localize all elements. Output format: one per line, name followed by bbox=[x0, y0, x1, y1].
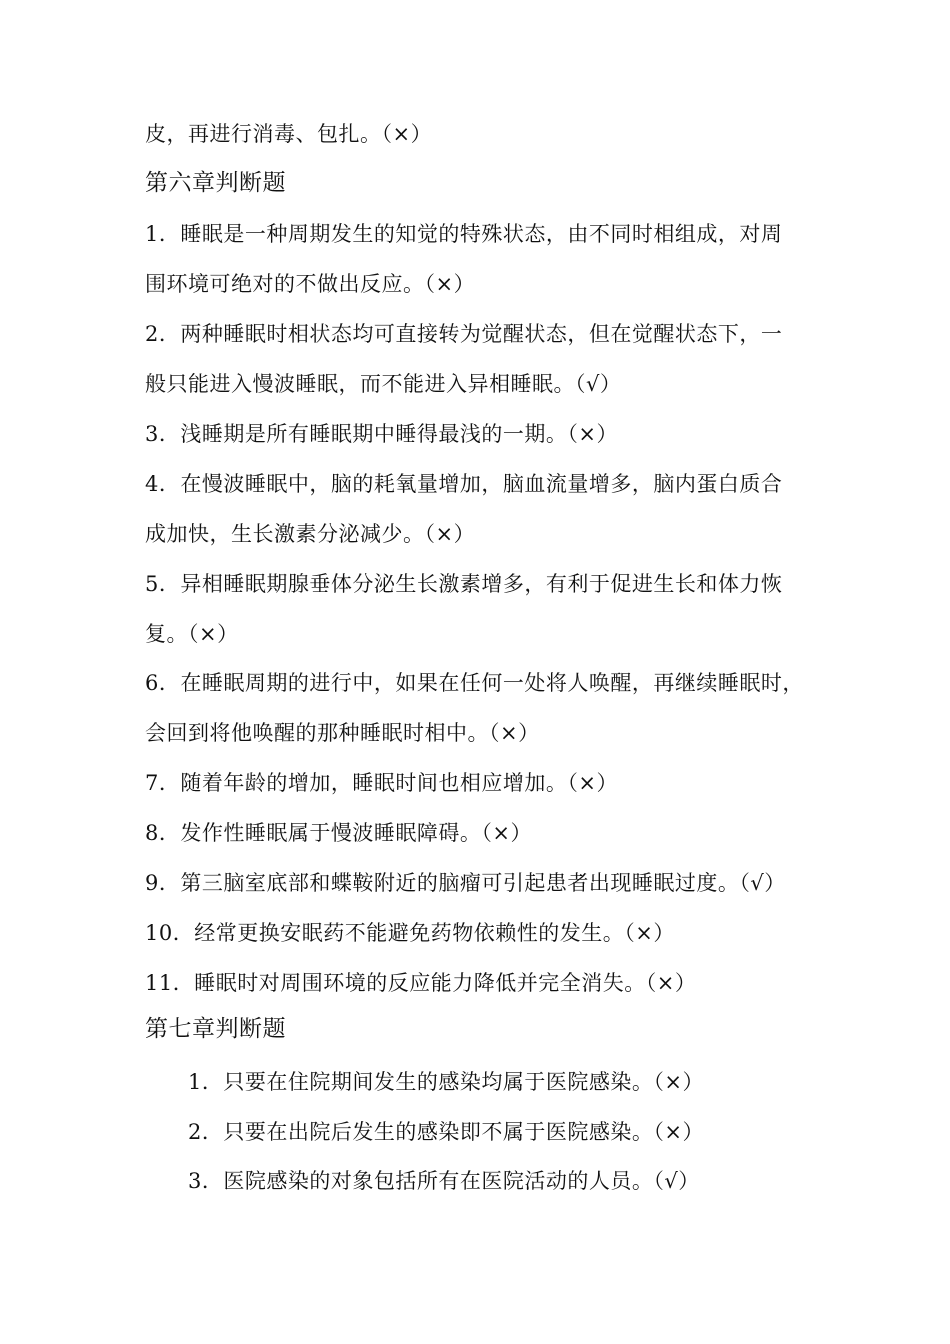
ch6-item1-line1: 1．睡眠是一种周期发生的知觉的特殊状态，由不同时相组成，对周 bbox=[145, 222, 783, 246]
ch6-item10-line1: 10．经常更换安眠药不能避免药物依赖性的发生。（×） bbox=[145, 921, 675, 945]
ch6-item6-line2: 会回到将他唤醒的那种睡眠时相中。（×） bbox=[145, 721, 540, 745]
ch7-item3-line1: 3．医院感染的对象包括所有在医院活动的人员。（√） bbox=[188, 1169, 700, 1193]
chapter6-title: 第六章判断题 bbox=[145, 170, 286, 196]
ch6-item6-line1: 6．在睡眠周期的进行中，如果在任何一处将人唤醒，再继续睡眠时， bbox=[145, 671, 804, 695]
ch6-item2-line1: 2．两种睡眠时相状态均可直接转为觉醒状态，但在觉醒状态下，一 bbox=[145, 322, 783, 346]
ch6-item2-line2: 般只能进入慢波睡眠，而不能进入异相睡眠。（√） bbox=[145, 372, 622, 396]
ch6-item3-line1: 3．浅睡期是所有睡眠期中睡得最浅的一期。（×） bbox=[145, 422, 618, 446]
chapter7-title: 第七章判断题 bbox=[145, 1016, 286, 1042]
ch6-item1-line2: 围环境可绝对的不做出反应。（×） bbox=[145, 272, 476, 296]
ch6-item9-line1: 9．第三脑室底部和蝶鞍附近的脑瘤可引起患者出现睡眠过度。（√） bbox=[145, 871, 786, 895]
ch7-item1-line1: 1．只要在住院期间发生的感染均属于医院感染。（×） bbox=[188, 1070, 704, 1094]
ch6-item11-line1: 11．睡眠时对周围环境的反应能力降低并完全消失。（×） bbox=[145, 971, 697, 995]
ch6-item4-line2: 成加快，生长激素分泌减少。（×） bbox=[145, 522, 476, 546]
ch6-item5-line2: 复。（×） bbox=[145, 622, 239, 646]
ch6-item5-line1: 5．异相睡眠期腺垂体分泌生长激素增多，有利于促进生长和体力恢 bbox=[145, 572, 783, 596]
ch7-item2-line1: 2．只要在出院后发生的感染即不属于医院感染。（×） bbox=[188, 1120, 704, 1144]
continuation-text: 皮，再进行消毒、包扎。（×） bbox=[145, 122, 433, 146]
ch6-item8-line1: 8．发作性睡眠属于慢波睡眠障碍。（×） bbox=[145, 821, 532, 845]
ch6-item7-line1: 7．随着年龄的增加，睡眠时间也相应增加。（×） bbox=[145, 771, 618, 795]
ch6-item4-line1: 4．在慢波睡眠中，脑的耗氧量增加，脑血流量增多，脑内蛋白质合 bbox=[145, 472, 783, 496]
